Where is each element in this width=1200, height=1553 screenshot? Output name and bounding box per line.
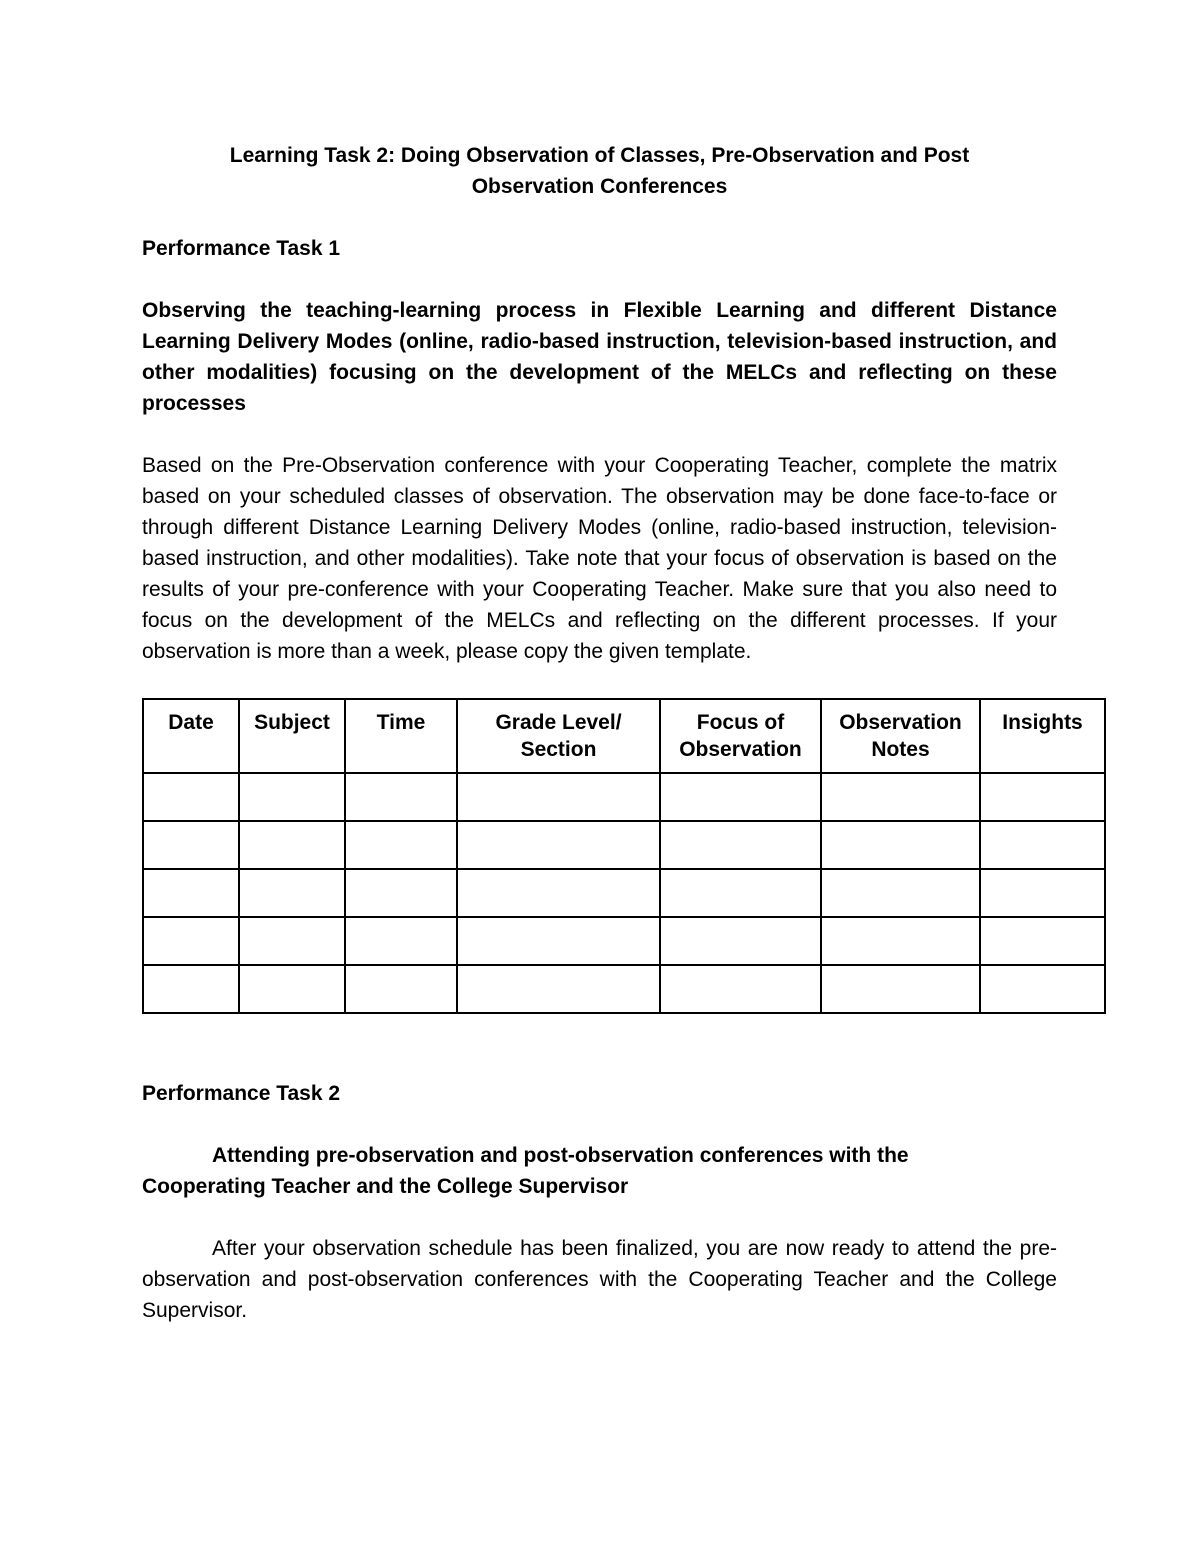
matrix-cell-subject[interactable]: [239, 773, 345, 821]
column-header-focus-of-observation: Focus of Observation: [660, 699, 821, 773]
matrix-cell-grade-level-section[interactable]: [457, 773, 660, 821]
matrix-cell-observation-notes[interactable]: [821, 821, 980, 869]
observation-matrix-table: [142, 698, 1106, 1014]
matrix-cell-time[interactable]: [345, 821, 457, 869]
matrix-cell-focus-of-observation[interactable]: [660, 965, 821, 1013]
matrix-cell-subject[interactable]: [239, 917, 345, 965]
performance-task-1-heading: Performance Task 1: [142, 237, 341, 260]
table-row: [143, 917, 1105, 965]
performance-task-1-instructions: Based on the Pre-Observation conference with your Cooperating Teacher, complete the matrix based on your scheduled classes of observation. The observation may be done face-to-face or through different Distance Learning Delivery Modes (online, radio-based instruction, television-based instruction, and other modalities). Take note that your focus of observation is based on the results of your pre-conference with your Cooperating Teacher. Make sure that you also need to focus on the development of the MELCs and reflecting on the different processes. If your observation is more than a week, please copy the given template.: [142, 454, 1057, 663]
column-header-observation-notes: Observation Notes: [821, 699, 980, 773]
matrix-cell-insights[interactable]: [980, 821, 1105, 869]
matrix-cell-focus-of-observation[interactable]: [660, 773, 821, 821]
matrix-cell-insights[interactable]: [980, 773, 1105, 821]
column-header-insights: Insights: [980, 699, 1105, 773]
table-row: [143, 821, 1105, 869]
matrix-cell-time[interactable]: [345, 965, 457, 1013]
matrix-cell-focus-of-observation[interactable]: [660, 869, 821, 917]
document-title-line-1: Learning Task 2: Doing Observation of Classes, Pre-Observation and Post: [229, 144, 970, 167]
matrix-cell-time[interactable]: [345, 869, 457, 917]
matrix-cell-insights[interactable]: [980, 917, 1105, 965]
performance-task-2-instructions: After your observation schedule has been finalized, you are now ready to attend the pre-observation and post-observation conferences with the Cooperating Teacher and the College Supervisor.: [142, 1237, 1057, 1322]
matrix-cell-date[interactable]: [143, 965, 239, 1013]
matrix-cell-observation-notes[interactable]: [821, 917, 980, 965]
column-header-grade-level-section: Grade Level/ Section: [457, 699, 660, 773]
matrix-cell-grade-level-section[interactable]: [457, 917, 660, 965]
matrix-cell-grade-level-section[interactable]: [457, 821, 660, 869]
table-row: [143, 773, 1105, 821]
matrix-cell-time[interactable]: [345, 917, 457, 965]
performance-task-2-heading: Performance Task 2: [142, 1082, 341, 1105]
matrix-cell-date[interactable]: [143, 869, 239, 917]
matrix-header-row: [143, 699, 1105, 773]
matrix-cell-focus-of-observation[interactable]: [660, 917, 821, 965]
document-title: [142, 140, 1057, 202]
observation-matrix-container: [142, 698, 1104, 1014]
matrix-cell-time[interactable]: [345, 773, 457, 821]
matrix-cell-date[interactable]: [143, 917, 239, 965]
matrix-cell-observation-notes[interactable]: [821, 965, 980, 1013]
column-header-date: Date: [143, 699, 239, 773]
matrix-cell-date[interactable]: [143, 821, 239, 869]
performance-task-2-objective-line-1: Attending pre-observation and post-observation conferences with the: [212, 1144, 909, 1167]
matrix-cell-subject[interactable]: [239, 821, 345, 869]
matrix-cell-focus-of-observation[interactable]: [660, 821, 821, 869]
matrix-cell-subject[interactable]: [239, 965, 345, 1013]
matrix-cell-observation-notes[interactable]: [821, 869, 980, 917]
column-header-subject: Subject: [239, 699, 345, 773]
matrix-cell-grade-level-section[interactable]: [457, 965, 660, 1013]
matrix-cell-subject[interactable]: [239, 869, 345, 917]
matrix-cell-grade-level-section[interactable]: [457, 869, 660, 917]
table-row: [143, 869, 1105, 917]
performance-task-2-objective: [142, 1140, 1057, 1202]
document-page: [142, 140, 1083, 1326]
performance-task-1-objective: Observing the teaching-learning process in Flexible Learning and different Distance Learning Delivery Modes (online, radio-based instruction, television-based instruction, and other modalities) focusing on the development of the MELCs and reflecting on these processes: [142, 299, 1057, 415]
matrix-cell-insights[interactable]: [980, 965, 1105, 1013]
table-row: [143, 965, 1105, 1013]
document-title-line-2: Observation Conferences: [471, 175, 728, 198]
matrix-cell-insights[interactable]: [980, 869, 1105, 917]
column-header-time: Time: [345, 699, 457, 773]
performance-task-2-objective-line-2: Cooperating Teacher and the College Supervisor: [142, 1175, 629, 1198]
matrix-cell-observation-notes[interactable]: [821, 773, 980, 821]
matrix-cell-date[interactable]: [143, 773, 239, 821]
